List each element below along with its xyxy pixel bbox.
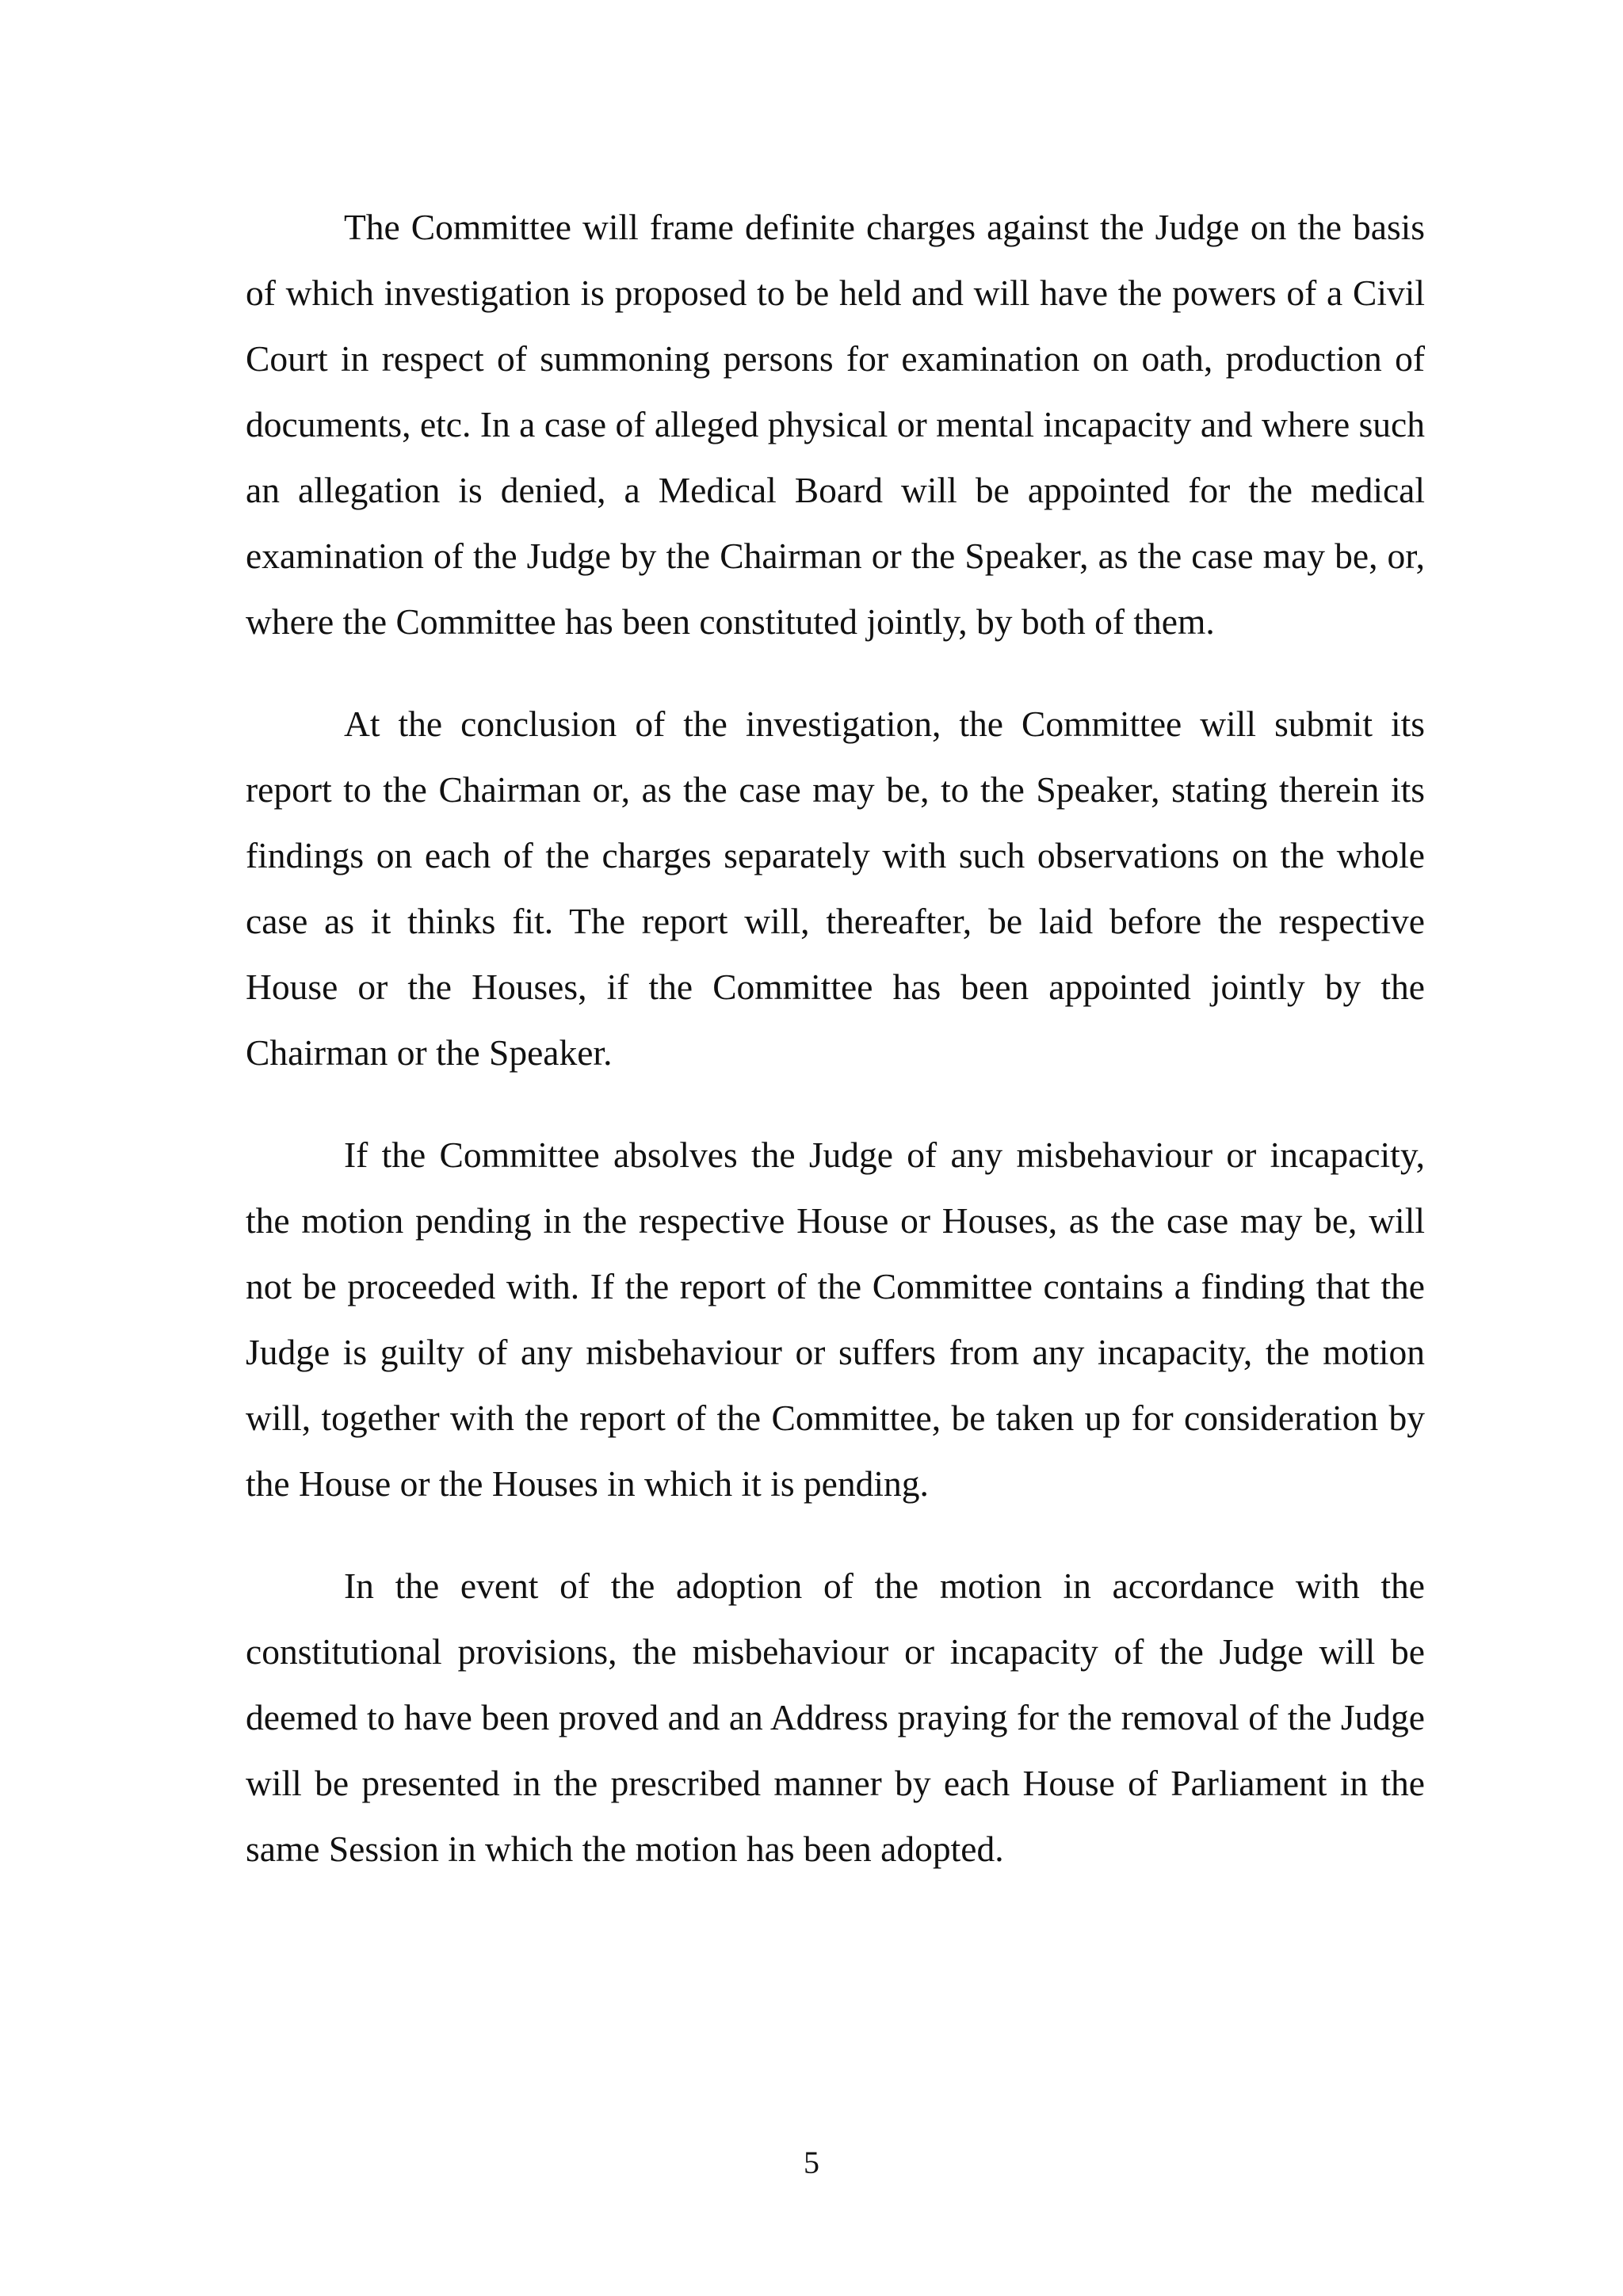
paragraph-judge-absolved: If the Committee absolves the Judge of any misbehaviour or incapacity, the motion pending in the respective House or Houses, as the case may be, will not be proceeded with. If the report of the Committee contains a finding that the Judge is guilty of any misbehaviour or suffers from any incapacity, the motion will, together with the report of the Committee, be taken up for consideration by the House or the Houses in which it is pending. (246, 1135, 1425, 1504)
paragraph-motion-adoption: In the event of the adoption of the motion in accordance with the constitutional provisions, the misbehaviour or incapacity of the Judge will be deemed to have been proved and an Address praying for the removal of the Judge will be presented in the prescribed manner by each House of Parliament in the same Session in which the motion has been adopted. (246, 1566, 1425, 1869)
paragraph-committee-charges: The Committee will frame definite charges against the Judge on the basis of which investigation is proposed to be held and will have the powers of a Civil Court in respect of summoning persons for examination on oath, production of documents, etc. In a case of alleged physical or mental incapacity and where such an allegation is denied, a Medical Board will be appointed for the medical examination of the Judge by the Chairman or the Speaker, as the case may be, or, where the Committee has been constituted jointly, by both of them. (246, 207, 1425, 642)
page-number: 5 (804, 2145, 819, 2180)
document-body (246, 194, 1425, 1918)
paragraph-investigation-conclusion: At the conclusion of the investigation, the Committee will submit its report to the Chairman or, as the case may be, to the Speaker, stating therein its findings on each of the charges separately with such observations on the whole case as it thinks fit. The report will, thereafter, be laid before the respective House or the Houses, if the Committee has been appointed jointly by the Chairman or the Speaker. (246, 704, 1425, 1073)
